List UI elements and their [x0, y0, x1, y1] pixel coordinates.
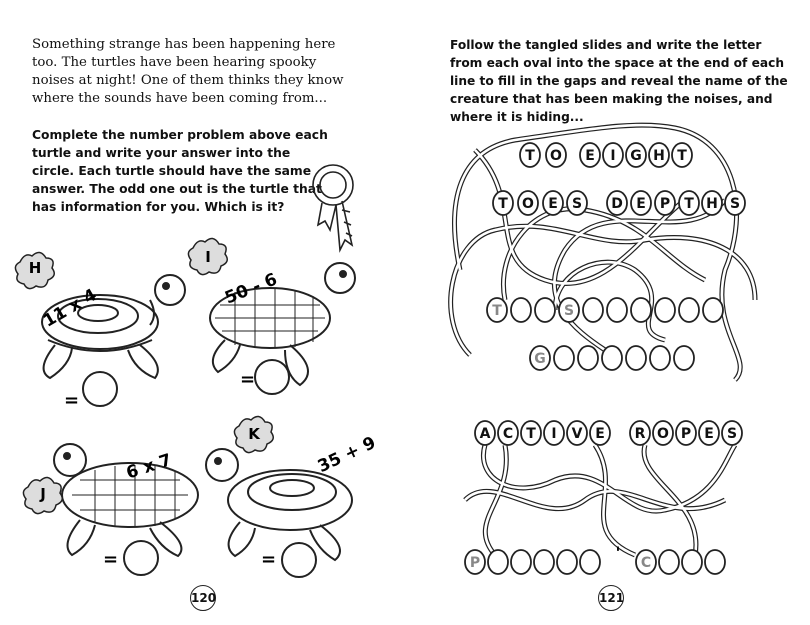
source-oval-4	[626, 143, 646, 167]
source-oval-7	[493, 191, 513, 215]
right-intro-text: Follow the tangled slides and write the letter from each oval into the space at the end of each line to fill in the gaps and reveal the name of the creature that has been making the noises, and where it is hiding...	[450, 38, 788, 124]
slides-tangle-1-inner	[451, 125, 755, 380]
answer1-oval-8[interactable]	[679, 298, 699, 322]
left-intro-text: Something strange has been happening here too. The turtles have been hearing spooky noises at night! One of them thinks they know where the sounds have been coming from...	[32, 37, 344, 106]
source-oval-15-letter: H	[706, 196, 718, 212]
source2-oval-1	[498, 421, 518, 445]
answer1-oval-2[interactable]	[535, 298, 555, 322]
answer3-oval-7-letter: C	[640, 555, 652, 571]
source2-oval-2-letter: T	[526, 426, 536, 442]
answer3-oval-10[interactable]	[705, 550, 725, 574]
answer1-oval-1[interactable]	[511, 298, 531, 322]
source-oval-15	[702, 191, 722, 215]
source2-oval-5-letter: E	[595, 426, 605, 442]
source-oval-4-letter: G	[630, 148, 642, 164]
answer1-oval-6[interactable]	[631, 298, 651, 322]
badge-i	[188, 238, 227, 274]
answer1-oval-0[interactable]	[487, 298, 507, 322]
source2-oval-10	[722, 421, 742, 445]
source2-oval-6-letter: R	[634, 426, 646, 442]
turtle-i-letter: I	[205, 248, 211, 266]
source-oval-10-letter: S	[571, 196, 583, 212]
source-oval-5	[649, 143, 669, 167]
source2-oval-1-letter: C	[502, 426, 514, 442]
source2-oval-2	[521, 421, 541, 445]
source-oval-11	[607, 191, 627, 215]
source2-oval-0-letter: A	[479, 426, 491, 442]
badge-j	[23, 477, 62, 513]
answer3-oval-9[interactable]	[682, 550, 702, 574]
answer1-oval-3[interactable]	[559, 298, 579, 322]
answer-j[interactable]	[103, 541, 158, 575]
source-oval-16	[725, 191, 745, 215]
answer2-oval-0[interactable]	[530, 346, 550, 370]
source-oval-8-letter: O	[522, 196, 534, 212]
source-oval-11-letter: D	[611, 196, 623, 212]
answer2-oval-3[interactable]	[602, 346, 622, 370]
source-oval-9	[543, 191, 563, 215]
source2-oval-3-letter: I	[551, 426, 557, 442]
equals-j: =	[103, 549, 119, 570]
source-oval-3-letter: I	[610, 148, 616, 164]
source-oval-13	[655, 191, 675, 215]
answer2-oval-6[interactable]	[674, 346, 694, 370]
source-oval-0-letter: T	[525, 148, 535, 164]
answer1-oval-9[interactable]	[703, 298, 723, 322]
source2-oval-0	[475, 421, 495, 445]
answer2-oval-2[interactable]	[578, 346, 598, 370]
source-oval-1-letter: O	[550, 148, 562, 164]
slides-tangle-1	[451, 125, 755, 380]
source2-oval-4	[567, 421, 587, 445]
source2-oval-5	[590, 421, 610, 445]
source-oval-10	[567, 191, 587, 215]
badge-k	[234, 416, 273, 452]
page-number-right: 121	[598, 585, 624, 611]
answer1-oval-5[interactable]	[607, 298, 627, 322]
rosette-icon	[313, 165, 353, 250]
turtle-j-problem: 6 x 7	[123, 450, 175, 484]
answer3-oval-7[interactable]	[636, 550, 656, 574]
source-oval-13-letter: P	[659, 196, 671, 212]
source-oval-2-letter: E	[585, 148, 595, 164]
tangled-slides-puzzle	[405, 0, 810, 625]
answer3-oval-0[interactable]	[465, 550, 485, 574]
turtle-h-problem: 11 x 4	[39, 285, 101, 332]
source-oval-3	[603, 143, 623, 167]
source-oval-0	[520, 143, 540, 167]
left-instructions: Complete the number problem above each turtle and write your answer into the circle. Each turtle should have the same answer. The odd one out is the turtle that has information for you. Which is it?	[32, 128, 328, 214]
answer2-oval-0-letter: G	[534, 351, 546, 367]
source-oval-5-letter: H	[653, 148, 665, 164]
source2-oval-3	[544, 421, 564, 445]
answer3-oval-0-letter: P	[469, 555, 481, 571]
answer3-oval-5[interactable]	[580, 550, 600, 574]
turtle-k-letter: K	[248, 425, 260, 443]
turtle-j-letter: J	[40, 485, 46, 503]
answer-i[interactable]	[240, 360, 289, 394]
answer3-oval-1[interactable]	[488, 550, 508, 574]
answer1-oval-3-letter: S	[563, 303, 575, 319]
source2-oval-6	[630, 421, 650, 445]
answer3-apostrophe: '	[615, 543, 621, 562]
answer3-oval-2[interactable]	[511, 550, 531, 574]
answer3-oval-3[interactable]	[534, 550, 554, 574]
source2-oval-10-letter: S	[726, 426, 738, 442]
answer1-oval-0-letter: T	[492, 303, 502, 319]
answer2-oval-5[interactable]	[650, 346, 670, 370]
source-oval-8	[518, 191, 538, 215]
right-page	[405, 0, 810, 625]
answer3-oval-4[interactable]	[557, 550, 577, 574]
source-oval-14-letter: T	[684, 196, 694, 212]
answer3-oval-8[interactable]	[659, 550, 679, 574]
source-oval-12	[631, 191, 651, 215]
turtle-k-problem: 35 + 9	[314, 432, 380, 478]
source-oval-14	[679, 191, 699, 215]
source2-oval-8-letter: P	[680, 426, 692, 442]
answer2-oval-1[interactable]	[554, 346, 574, 370]
turtle-j	[54, 444, 198, 556]
source2-oval-9	[699, 421, 719, 445]
turtle-h-letter: H	[28, 259, 42, 277]
page-number-left: 120	[190, 585, 216, 611]
source2-oval-9-letter: E	[704, 426, 714, 442]
source-oval-6-letter: T	[677, 148, 687, 164]
source-oval-9-letter: E	[548, 196, 558, 212]
source-oval-6	[672, 143, 692, 167]
source-oval-1	[546, 143, 566, 167]
answer1-oval-7[interactable]	[655, 298, 675, 322]
equals-h: =	[64, 390, 80, 411]
answer-k[interactable]	[261, 543, 316, 577]
source-oval-2	[580, 143, 600, 167]
equals-k: =	[261, 549, 277, 570]
answer-h[interactable]	[64, 372, 117, 411]
source-oval-16-letter: S	[729, 196, 741, 212]
answer2-oval-4[interactable]	[626, 346, 646, 370]
equals-i: =	[240, 369, 256, 390]
source-oval-7-letter: T	[498, 196, 508, 212]
source2-oval-7	[653, 421, 673, 445]
source2-oval-4-letter: V	[571, 426, 583, 442]
source2-oval-8	[676, 421, 696, 445]
turtle-h	[39, 275, 185, 378]
badge-h	[15, 252, 54, 288]
turtle-i-problem: 50 - 6	[222, 269, 281, 309]
source2-oval-7-letter: O	[657, 426, 669, 442]
source-oval-12-letter: E	[636, 196, 646, 212]
answer1-oval-4[interactable]	[583, 298, 603, 322]
